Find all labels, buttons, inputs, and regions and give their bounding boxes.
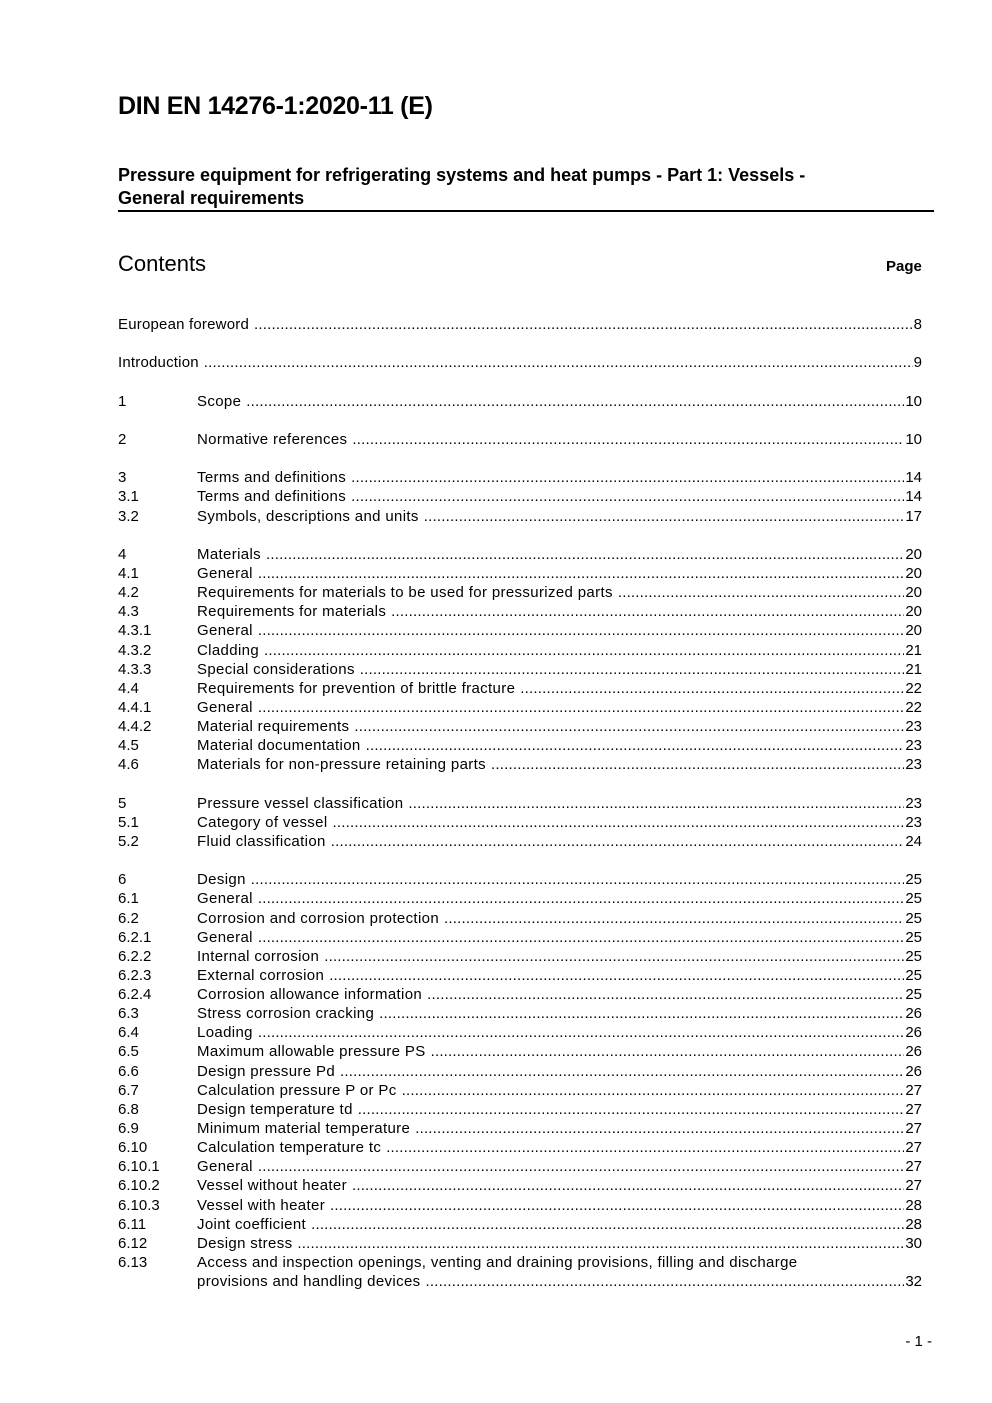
toc-entry-number: 6.2 — [118, 909, 139, 927]
toc-dot-leader — [415, 1119, 904, 1138]
toc-entry[interactable] — [118, 392, 922, 411]
toc-dot-leader — [258, 621, 904, 640]
toc-entry-number: 6.10.1 — [118, 1158, 160, 1176]
toc-entry[interactable] — [118, 679, 922, 698]
toc-entry-title: Material documentation — [197, 737, 361, 755]
toc-entry[interactable] — [118, 794, 922, 813]
toc-dot-leader — [352, 430, 904, 449]
toc-dot-leader — [426, 1272, 905, 1291]
toc-entry-number: 4.4.2 — [118, 718, 152, 736]
toc-entry[interactable] — [118, 832, 922, 851]
contents-title: Contents — [118, 251, 207, 276]
toc-entry-title: Introduction — [118, 354, 199, 372]
toc-entry-number: 1 — [118, 392, 127, 410]
toc-entry-page: 23 — [905, 737, 922, 755]
toc-entry-page: 25 — [905, 928, 922, 946]
toc-entry[interactable] — [118, 1023, 922, 1042]
toc-entry[interactable] — [118, 1004, 922, 1023]
toc-entry-number: 4.4 — [118, 679, 139, 697]
toc-entry-title: Design pressure Pd — [197, 1062, 336, 1080]
toc-dot-leader — [360, 660, 905, 679]
toc-entry[interactable] — [118, 908, 922, 927]
toc-entry-page: 25 — [905, 986, 922, 1004]
toc-entry-number: 4.3.2 — [118, 641, 152, 659]
toc-entry-number: 4.1 — [118, 564, 139, 582]
toc-entry-number: 3.1 — [118, 488, 139, 506]
toc-entry-number: 6.4 — [118, 1024, 139, 1042]
toc-entry[interactable] — [118, 564, 922, 583]
toc-dot-leader — [258, 1023, 904, 1042]
toc-entry-number: 4.4.1 — [118, 698, 152, 716]
toc-entry[interactable] — [118, 870, 922, 889]
table-of-contents — [118, 315, 922, 1291]
toc-entry-number: 6.5 — [118, 1043, 139, 1061]
toc-entry-title: Symbols, descriptions and units — [197, 507, 419, 525]
toc-entry-number: 3.2 — [118, 507, 139, 525]
toc-entry[interactable] — [118, 506, 922, 525]
toc-entry-page: 32 — [905, 1273, 922, 1291]
toc-dot-leader — [258, 698, 904, 717]
toc-entry-number: 2 — [118, 430, 127, 448]
toc-entry-title: Stress corrosion cracking — [197, 1005, 375, 1023]
toc-entry-page: 22 — [905, 698, 922, 716]
toc-entry-number: 4.3 — [118, 603, 139, 621]
toc-entry-page: 20 — [905, 584, 922, 602]
toc-entry[interactable] — [118, 487, 922, 506]
toc-entry-title: Joint coefficient — [197, 1215, 307, 1233]
toc-dot-leader — [246, 392, 904, 411]
toc-dot-leader — [391, 602, 904, 621]
toc-entry[interactable] — [118, 1195, 922, 1214]
toc-entry[interactable] — [118, 1042, 922, 1061]
page-column-label: Page — [886, 258, 922, 275]
subtitle-line-2: General requirements — [118, 188, 305, 208]
toc-entry-page: 21 — [905, 641, 922, 659]
toc-dot-leader — [258, 564, 904, 583]
toc-entry[interactable] — [118, 1157, 922, 1176]
toc-dot-leader — [258, 928, 904, 947]
toc-entry-page: 27 — [905, 1081, 922, 1099]
toc-entry-number: 6.10 — [118, 1139, 148, 1157]
toc-entry-page: 23 — [905, 756, 922, 774]
toc-entry-page: 26 — [905, 1062, 922, 1080]
toc-dot-leader — [204, 353, 913, 372]
toc-entry-number: 6.2.2 — [118, 947, 152, 965]
toc-dot-leader — [424, 507, 905, 526]
toc-entry-number: 6.2.4 — [118, 986, 152, 1004]
toc-entry-number: 4.6 — [118, 756, 139, 774]
toc-entry-number: 4.2 — [118, 584, 139, 602]
toc-dot-leader — [258, 889, 904, 908]
toc-entry-title: Cladding — [197, 641, 260, 659]
toc-entry-page: 14 — [905, 469, 922, 487]
toc-entry-page: 20 — [905, 564, 922, 582]
toc-dot-leader — [266, 545, 904, 564]
toc-entry[interactable] — [118, 660, 922, 679]
toc-entry[interactable] — [118, 640, 922, 659]
toc-entry-number: 6.7 — [118, 1081, 139, 1099]
toc-dot-leader — [352, 1176, 904, 1195]
toc-entry-page: 30 — [905, 1234, 922, 1252]
toc-entry-number: 6.6 — [118, 1062, 139, 1080]
toc-entry-title: Corrosion and corrosion protection — [197, 909, 440, 927]
toc-entry-title: General — [197, 622, 253, 640]
toc-entry-title: Requirements for prevention of brittle fracture — [197, 679, 516, 697]
toc-entry-page: 8 — [913, 316, 922, 334]
toc-entry-number: 6.12 — [118, 1234, 148, 1252]
toc-entry-number: 6.11 — [118, 1215, 147, 1233]
toc-entry-page: 26 — [905, 1005, 922, 1023]
toc-entry[interactable] — [118, 602, 922, 621]
toc-entry-page: 9 — [913, 354, 922, 372]
toc-entry[interactable] — [118, 717, 922, 736]
toc-dot-leader — [351, 468, 904, 487]
toc-entry-title: General — [197, 1158, 253, 1176]
toc-entry-number: 6.2.3 — [118, 966, 152, 984]
document-subtitle — [118, 164, 898, 210]
toc-entry-page: 27 — [905, 1158, 922, 1176]
toc-dot-leader — [408, 794, 904, 813]
toc-entry-title: General — [197, 890, 253, 908]
toc-entry-page: 27 — [905, 1120, 922, 1138]
toc-entry-title: General — [197, 698, 253, 716]
toc-entry-page: 20 — [905, 622, 922, 640]
toc-entry-number: 6.1 — [118, 890, 139, 908]
toc-entry[interactable] — [118, 813, 922, 832]
toc-entry-number: 5.1 — [118, 813, 139, 831]
toc-entry[interactable] — [118, 1176, 922, 1195]
toc-dot-leader — [431, 1042, 905, 1061]
toc-entry[interactable] — [118, 1234, 922, 1253]
toc-entry-page: 24 — [905, 832, 922, 850]
toc-entry-title: Material requirements — [197, 718, 350, 736]
toc-entry-page: 25 — [905, 947, 922, 965]
toc-entry-title: Design temperature td — [197, 1100, 353, 1118]
toc-entry[interactable] — [118, 928, 922, 947]
toc-entry[interactable] — [118, 966, 922, 985]
toc-dot-leader — [402, 1081, 905, 1100]
toc-entry-page: 17 — [905, 507, 922, 525]
toc-entry-number: 6.3 — [118, 1005, 139, 1023]
toc-dot-leader — [329, 966, 904, 985]
toc-entry-page: 25 — [905, 890, 922, 908]
toc-dot-leader — [251, 870, 905, 889]
toc-entry[interactable] — [118, 1100, 922, 1119]
toc-dot-leader — [331, 832, 905, 851]
toc-entry-title-continuation: provisions and handling devices — [197, 1273, 421, 1291]
toc-entry[interactable] — [118, 353, 922, 372]
toc-entry-title: Calculation pressure P or Pc — [197, 1081, 397, 1099]
subtitle-line-1: Pressure equipment for refrigerating systems and heat pumps - Part 1: Vessels - — [118, 165, 806, 185]
toc-dot-leader — [618, 583, 904, 602]
toc-entry-page: 10 — [905, 430, 922, 448]
toc-entry-number: 5 — [118, 794, 127, 812]
toc-entry-page: 10 — [905, 392, 922, 410]
toc-entry-page: 25 — [905, 909, 922, 927]
toc-entry-title: Loading — [197, 1024, 253, 1042]
toc-dot-leader — [358, 1100, 905, 1119]
toc-dot-leader — [379, 1004, 904, 1023]
toc-entry-title: Category of vessel — [197, 813, 328, 831]
toc-entry-title: General — [197, 928, 253, 946]
toc-entry-page: 27 — [905, 1139, 922, 1157]
toc-entry[interactable] — [118, 1119, 922, 1138]
toc-entry-number: 6.10.2 — [118, 1177, 160, 1195]
toc-dot-leader — [520, 679, 904, 698]
toc-entry[interactable] — [118, 698, 922, 717]
toc-entry[interactable] — [118, 545, 922, 564]
toc-entry-title: Vessel with heater — [197, 1196, 326, 1214]
toc-entry-title: Materials — [197, 545, 261, 563]
toc-entry[interactable] — [118, 583, 922, 602]
header-rule — [118, 210, 934, 212]
toc-entry-title: Terms and definitions — [197, 488, 347, 506]
toc-entry-page: 23 — [905, 794, 922, 812]
document-id: DIN EN 14276-1:2020-11 (E) — [118, 92, 433, 120]
toc-dot-leader — [351, 487, 904, 506]
toc-entry[interactable] — [118, 315, 922, 334]
toc-dot-leader — [264, 641, 904, 660]
toc-dot-leader — [333, 813, 905, 832]
toc-entry[interactable] — [118, 985, 922, 1004]
toc-entry-title: Maximum allowable pressure PS — [197, 1043, 426, 1061]
toc-entry-title: Pressure vessel classification — [197, 794, 404, 812]
toc-dot-leader — [254, 315, 913, 334]
toc-entry-number: 4.3.1 — [118, 622, 152, 640]
toc-entry[interactable] — [118, 947, 922, 966]
toc-entry-number: 6.8 — [118, 1100, 139, 1118]
toc-entry-page: 25 — [905, 871, 922, 889]
toc-dot-leader — [354, 717, 904, 736]
toc-dot-leader — [340, 1062, 904, 1081]
toc-entry-title: Fluid classification — [197, 832, 326, 850]
toc-entry-page: 23 — [905, 718, 922, 736]
toc-entry-title: Internal corrosion — [197, 947, 320, 965]
toc-entry-page: 27 — [905, 1100, 922, 1118]
toc-entry-title: Calculation temperature tc — [197, 1139, 382, 1157]
toc-entry-page: 28 — [905, 1196, 922, 1214]
toc-entry[interactable] — [118, 1253, 922, 1272]
toc-entry-title: General — [197, 564, 253, 582]
toc-dot-leader — [386, 1138, 904, 1157]
toc-dot-leader — [311, 1215, 904, 1234]
toc-entry-number: 6.13 — [118, 1254, 148, 1272]
toc-entry-page: 20 — [905, 603, 922, 621]
toc-entry-number: 4.3.3 — [118, 660, 152, 678]
toc-entry-title: Requirements for materials to be used for pressurized parts — [197, 584, 613, 602]
toc-entry[interactable] — [118, 755, 922, 774]
toc-entry-continuation[interactable] — [118, 1272, 922, 1291]
toc-entry-title: Materials for non-pressure retaining parts — [197, 756, 486, 774]
toc-entry-page: 26 — [905, 1024, 922, 1042]
toc-entry-number: 3 — [118, 469, 127, 487]
toc-entry-number: 4.5 — [118, 737, 139, 755]
toc-entry-page: 23 — [905, 813, 922, 831]
toc-entry-number: 6.9 — [118, 1120, 139, 1138]
toc-entry-title: Special considerations — [197, 660, 355, 678]
toc-entry-page: 22 — [905, 679, 922, 697]
toc-entry[interactable] — [118, 889, 922, 908]
toc-entry-title: Scope — [197, 392, 242, 410]
toc-entry-title: Requirements for materials — [197, 603, 387, 621]
toc-entry-page: 27 — [905, 1177, 922, 1195]
toc-entry[interactable] — [118, 468, 922, 487]
toc-entry-page: 20 — [905, 545, 922, 563]
toc-entry-title: Access and inspection openings, venting and draining provisions, filling and discharge — [197, 1254, 798, 1272]
toc-entry[interactable] — [118, 736, 922, 755]
toc-entry-number: 6.10.3 — [118, 1196, 160, 1214]
toc-entry-title: Corrosion allowance information — [197, 986, 423, 1004]
toc-entry-page: 14 — [905, 488, 922, 506]
toc-entry[interactable] — [118, 1215, 922, 1234]
toc-entry-number: 6.2.1 — [118, 928, 152, 946]
toc-entry-page: 21 — [905, 660, 922, 678]
toc-entry[interactable] — [118, 1138, 922, 1157]
toc-entry-title: Vessel without heater — [197, 1177, 347, 1195]
footer-page-number: - 1 - — [905, 1333, 932, 1350]
toc-entry-title: Design stress — [197, 1234, 293, 1252]
toc-entry[interactable] — [118, 1061, 922, 1080]
toc-entry-title: External corrosion — [197, 966, 325, 984]
toc-dot-leader — [444, 909, 904, 928]
toc-dot-leader — [366, 736, 905, 755]
toc-entry[interactable] — [118, 430, 922, 449]
toc-dot-leader — [330, 1196, 904, 1215]
toc-dot-leader — [258, 1157, 904, 1176]
toc-entry-page: 28 — [905, 1215, 922, 1233]
toc-dot-leader — [491, 755, 904, 774]
toc-dot-leader — [427, 985, 904, 1004]
toc-entry[interactable] — [118, 621, 922, 640]
toc-entry-title: Design — [197, 871, 246, 889]
toc-entry-title: Normative references — [197, 430, 348, 448]
toc-entry-page: 26 — [905, 1043, 922, 1061]
toc-entry-title: Minimum material temperature — [197, 1120, 411, 1138]
toc-entry-number: 4 — [118, 545, 127, 563]
toc-entry-page: 25 — [905, 966, 922, 984]
toc-dot-leader — [297, 1234, 904, 1253]
toc-entry-number: 6 — [118, 871, 127, 889]
toc-entry-number: 5.2 — [118, 832, 139, 850]
toc-dot-leader — [324, 947, 904, 966]
toc-entry-title: European foreword — [118, 316, 249, 334]
toc-entry[interactable] — [118, 1081, 922, 1100]
toc-entry-title: Terms and definitions — [197, 469, 347, 487]
